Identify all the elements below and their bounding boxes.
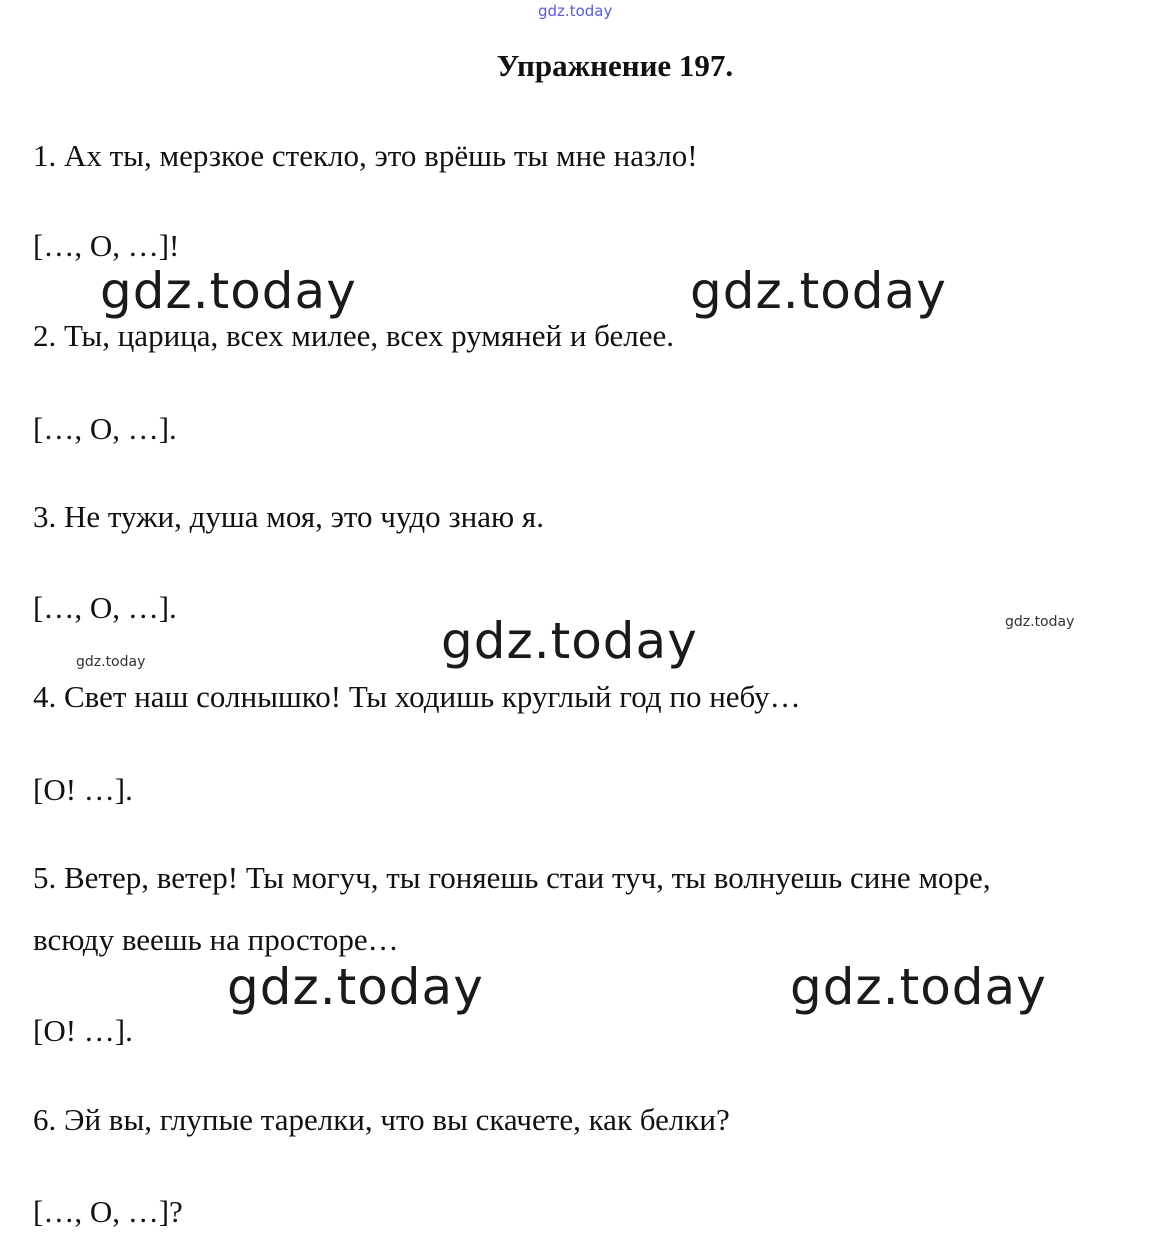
watermark-small-right: gdz.today <box>1005 614 1075 630</box>
watermark-small-left: gdz.today <box>76 654 146 670</box>
watermark-5: gdz.today <box>790 958 1047 1016</box>
scheme-4: [О! …]. <box>33 772 133 807</box>
scheme-1: […, О, …]! <box>33 228 180 263</box>
watermark-2: gdz.today <box>690 262 947 320</box>
watermark-top: gdz.today <box>538 2 613 20</box>
scheme-6: […, О, …]? <box>33 1194 183 1229</box>
watermark-4: gdz.today <box>227 958 484 1016</box>
sentence-5-line-1: 5. Ветер, ветер! Ты могуч, ты гоняешь стаи туч, ты волнуешь сине море, <box>33 860 991 895</box>
watermark-1: gdz.today <box>100 262 357 320</box>
sentence-4: 4. Свет наш солнышко! Ты ходишь круглый год по небу… <box>33 679 801 714</box>
sentence-1: 1. Ах ты, мерзкое стекло, это врёшь ты мне назло! <box>33 138 698 173</box>
sentence-2: 2. Ты, царица, всех милее, всех румяней и белее. <box>33 318 675 353</box>
sentence-3: 3. Не тужи, душа моя, это чудо знаю я. <box>33 499 544 534</box>
exercise-title: Упражнение 197. <box>496 48 734 83</box>
sentence-5-line-2: всюду веешь на просторе… <box>33 922 399 957</box>
scheme-5: [О! …]. <box>33 1013 133 1048</box>
watermark-3: gdz.today <box>441 612 698 670</box>
scheme-2: […, О, …]. <box>33 411 177 446</box>
scheme-3: […, О, …]. <box>33 590 177 625</box>
sentence-6: 6. Эй вы, глупые тарелки, что вы скачете, как белки? <box>33 1102 730 1137</box>
